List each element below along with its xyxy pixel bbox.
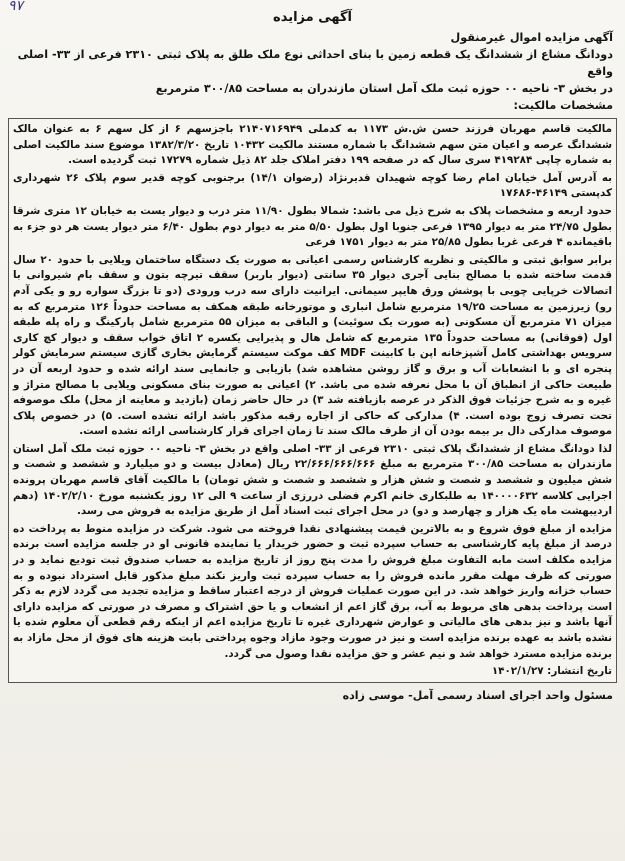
header-line-2: دودانگ مشاع از ششدانگ یک قطعه زمین با بنای احداثی نوع ملک طلق به پلاک ثبتی ۲۳۱۰ فرعی از ۳۳- اصلی واقع bbox=[17, 48, 613, 78]
boundaries-paragraph: حدود اربعه و مشخصات پلاک به شرح ذیل می باشد: شمالا بطول ۱۱/۹۰ متر درب و دیوار یست به خیابان ۱۲ متری شرقا بطول ۲۴/۷۵ متر به دیوار ۱۳۹۵ فرعی جنوبا اول بطول ۵/۵۰ متر به دیوار دوم بطول ۶/۴۰ متر دیوار یست هر دو جزء به باقیمانده ۴ فرعی غربا بطول ۲۵/۸۵ متر به دیوار ۱۷۵۱ فرعی bbox=[13, 204, 612, 249]
ownership-paragraph: مالکیت قاسم مهربان فرزند حسن ش.ش ۱۱۷۳ به کدملی ۲۱۴۰۷۱۶۹۴۹ باجزسهم ۶ از کل سهم ۶ به عنوان مالک ششدانگ عرصه و اعیان متن سهم ششدانگ با شماره مستند مالکیت ۱۰۴۳۲ تاریخ ۱۳۸۲/۳/۲۰ موضوع سند مالکیت اصلی به شماره چاپی ۴۱۹۲۸۴ سری سال که در صفحه ۱۹۹ دفتر املاک جلد ۸۲ ذیل شماره ۱۷۲۷۹ ثبت گردیده است. bbox=[13, 123, 612, 167]
publish-date: تاریخ انتشار: ۱۴۰۲/۱/۲۷ bbox=[491, 665, 612, 678]
notice-body bbox=[8, 118, 617, 683]
auction-conditions-paragraph: مزایده از مبلغ فوق شروع و به بالاترین قیمت پیشنهادی نقدا فروخته می شود. شرکت در مزایده منوط به پرداخت ده درصد از مبلغ پایه کارشناسی به حساب سپرده ثبت و حضور خریدار یا نماینده قانونی او در جلسه مزایده است برنده مزایده مکلف است مابه التفاوت مبلغ فروش را مدت پنج روز از تاریخ مزایده به حساب صندوق ثبت تودیع نماید و در صورتی که ظرف مهلت مقرر مانده فروش را به حساب سپرده ثبت واریز نکند مبلغ مذکور قابل استرداد نبوده و به حساب خزانه واریز خواهد شد. در این صورت عملیات فروش از درجه اعتبار ساقط و مزایده تجدید می گردد لازم به ذکر است پرداخت بدهی های مربوط به آب، برق گاز اعم از انشعاب و یا حق اشتراک و مصرف در صورتی که مزایده دارای آنها باشد و نیز بدهی های مالیاتی و عوارض شهرداری غیره تا تاریخ مزایده اعم از اینکه رقم قطعی آن معلوم شده یا نشده باشد به عهده برنده مزایده است و نیز در صورت وجود مازاد وجوه پرداختی بابت هزینه های فوق از محل مازاد به برنده مزایده مسترد خواهد شد و نیم عشر و حق مزایده نقدا وصول می گردد. bbox=[13, 522, 612, 660]
auction-terms-paragraph: لذا دودانگ مشاع از ششدانگ پلاک ثبتی ۲۳۱۰ فرعی از ۳۳- اصلی واقع در بخش ۳- ناحیه ۰۰ حوزه ثبت ملک آمل استان مازندران به مساحت ۳۰۰/۸۵ مترمربع به مبلغ ۲۲/۶۶۶/۶۶۶/۶۶۶ ریال (معادل بیست و دو میلیارد و ششصد و شصت و شش میلیون و ششصد و شصت و شش هزار و ششصد و شصت و شش تومان) با مالکیت آقای قاسم مهربان پرونده اجرایی کلاسه ۱۴۰۰۰۰۶۳۲ به طلبکاری خانم اکرم فضلی دررزی از ساعت ۹ الی ۱۲ روز یکشنبه مورخ ۱۴۰۲/۲/۱۰ (دهم اردیبهشت ماه یک هزار و چهارصد و دو) در محل اجرای ثبت اسناد آمل از طریق مزایده به فروش می رسد. bbox=[13, 442, 613, 518]
handwritten-page-mark: ۹۷ bbox=[8, 0, 24, 14]
notice-header bbox=[12, 29, 613, 114]
address-paragraph: به آدرس آمل خیابان امام رضا کوچه شهیدان قدیرنژاد (رضوان ۱۴/۱) برجنوبی کوچه قدیر سوم پلاک ۲۶ شهرداری کدپستی ۴۶۱۴۹-۱۷۶۸۶ bbox=[13, 171, 612, 200]
expert-report-paragraph: برابر سوابق ثبتی و مالکیتی و نظریه کارشناس رسمی اعیانی به صورت یک دستگاه ساختمان ویلایی با حدود ۲۰ سال قدمت ساخته شده با مصالح بنایی آجری دیوار ۳۵ سانتی (دیوار باربر) سقف تیرچه بتون و سقف بام شیروانی با اتصالات خرپایی چوبی با پوشش ورق هایپر سیمانی. ایرانیت دارای سه درب ورودی (دو تا بزرگ سواره رو و یکی آدم رو) زیرزمین به مساحت ۱۹/۲۵ مترمربع شامل انباری و موتورخانه طبقه همکف به مساحت حدوداً ۱۲۶ مترمربع که به میزان ۷۱ مترمربع آن مسکونی (به صورت یک سوئیت) و الباقی به میزان ۵۵ مترمربع شامل پارکینگ و راه پله طبقه اول (فوقانی) به مساحت حدوداً ۱۳۵ مترمربع که شامل هال و پذیرایی یکسره ۲ اتاق خواب سقف و دیوار کچ کاری سرویس بهداشتی کامل آشپزخانه اپن با کابینت MDF کف موکت سیستم گرمایش بخاری گازی سیستم سرمایش کولر پنجره ای و با انشعابات آب و برق و گاز روشن مشاهده شد) بازیابی و جانمایی سند ارائه شده و حدود اربعه آن در طبیعت حاکی از انطباق آن با محل نعرفه شده می باشد. ۲) اعیانی به صورت بنای مسکونی ویلایی با مصالح متراژ و غیره و به شرح جزئیات فوق الذکر در عرصه بازیافته شد ۳) در حال حاضر زمان (بازدید و معاینه از محل) ملک موصوفه تحت تصرف زوج بوده است. ۴) مدارکی که حاکی از اجاره رقبه مذکور باشد ارائه نشده است. ۵) در خصوص پلاک موصوف مدارکی دال بر بیمه بودن آن از طرف مالک سند تا زمان اجرای قرار کارشناسی ارائه نشده است. bbox=[13, 253, 613, 438]
header-line-3: در بخش ۳- ناحیه ۰۰ حوزه ثبت ملک آمل استان مازندران به مساحت ۳۰۰/۸۵ مترمربع bbox=[155, 82, 613, 95]
signature-line: مسئول واحد اجرای اسناد رسمی آمل- موسی زاده bbox=[342, 688, 613, 702]
header-line-4: مشخصات مالکیت: bbox=[513, 99, 613, 112]
notice-title: آگهی مزایده bbox=[273, 10, 352, 25]
header-line-1: آگهی مزایده اموال غیرمنقول bbox=[450, 31, 613, 44]
